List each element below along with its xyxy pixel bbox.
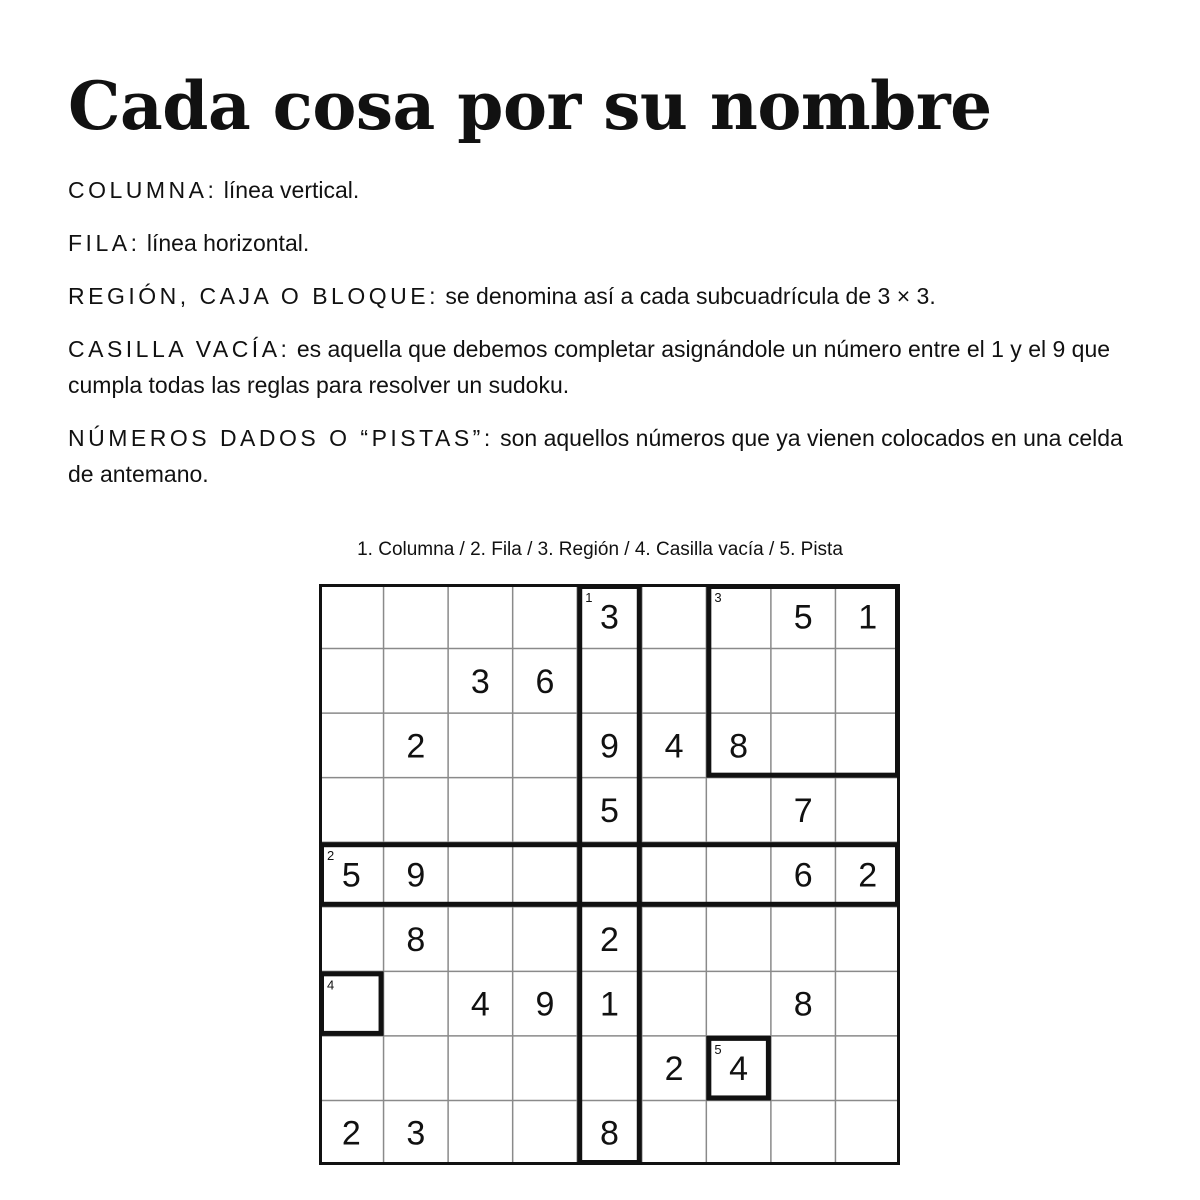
sudoku-grid [319, 584, 900, 1165]
definition-fila [68, 225, 1148, 261]
given-number: 3 [470, 662, 490, 701]
definition-term: COLUMNA: [68, 177, 218, 203]
definition-region [68, 278, 1148, 314]
definition-text: línea horizontal. [140, 230, 310, 256]
given-number: 5 [793, 598, 813, 637]
given-number: 6 [535, 662, 555, 701]
definition-text: es aquella que debemos completar asignándole un número entre el 1 y el 9 que cumpla todas las reglas para resolver un sudoku. [68, 336, 1111, 398]
given-number: 4 [664, 727, 684, 766]
given-number: 3 [406, 1114, 426, 1153]
given-number: 2 [600, 921, 619, 960]
given-number: 2 [406, 727, 426, 766]
given-number: 3 [600, 598, 619, 637]
given-number: 9 [600, 727, 619, 766]
definition-columna [68, 172, 1148, 208]
given-number: 8 [793, 985, 813, 1024]
given-number: 8 [406, 921, 426, 960]
definition-text: son aquellos números que ya vienen colocados en una celda de antemano. [68, 425, 1123, 487]
definition-text: se denomina así a cada subcuadrícula de 3 × 3. [438, 283, 936, 309]
given-number: 1 [858, 598, 878, 637]
highlight-label: 1 [585, 590, 593, 605]
given-number: 8 [729, 727, 749, 766]
definitions-list [68, 172, 1148, 509]
given-number: 2 [664, 1050, 684, 1089]
given-number: 5 [341, 856, 361, 895]
given-number: 7 [793, 791, 813, 830]
given-number: 9 [535, 985, 555, 1024]
given-number: 1 [600, 985, 619, 1024]
definition-text: línea vertical. [217, 177, 360, 203]
sudoku-board [319, 584, 900, 1165]
definition-term: CASILLA VACÍA: [68, 336, 291, 362]
given-number: 6 [793, 856, 813, 895]
given-number: 4 [470, 985, 490, 1024]
highlight-label: 4 [327, 977, 335, 993]
diagram-caption: 1. Columna / 2. Fila / 3. Región / 4. Casilla vacía / 5. Pista [357, 539, 843, 560]
given-number: 2 [858, 856, 878, 895]
given-number: 9 [406, 856, 426, 895]
highlight-label: 5 [714, 1041, 722, 1057]
given-number: 5 [600, 791, 619, 830]
highlight-label: 2 [327, 848, 335, 864]
given-number: 8 [600, 1114, 619, 1153]
definition-pistas [68, 420, 1148, 492]
definition-term: NÚMEROS DADOS O “PISTAS”: [68, 425, 494, 451]
given-number: 2 [341, 1114, 361, 1153]
highlight-label: 3 [714, 590, 722, 605]
definition-term: FILA: [68, 230, 141, 256]
given-number: 4 [729, 1050, 749, 1089]
page-title: Cada cosa por su nombre [68, 67, 992, 145]
definition-term: REGIÓN, CAJA O BLOQUE: [68, 283, 439, 309]
definition-casilla-vacia [68, 331, 1148, 403]
